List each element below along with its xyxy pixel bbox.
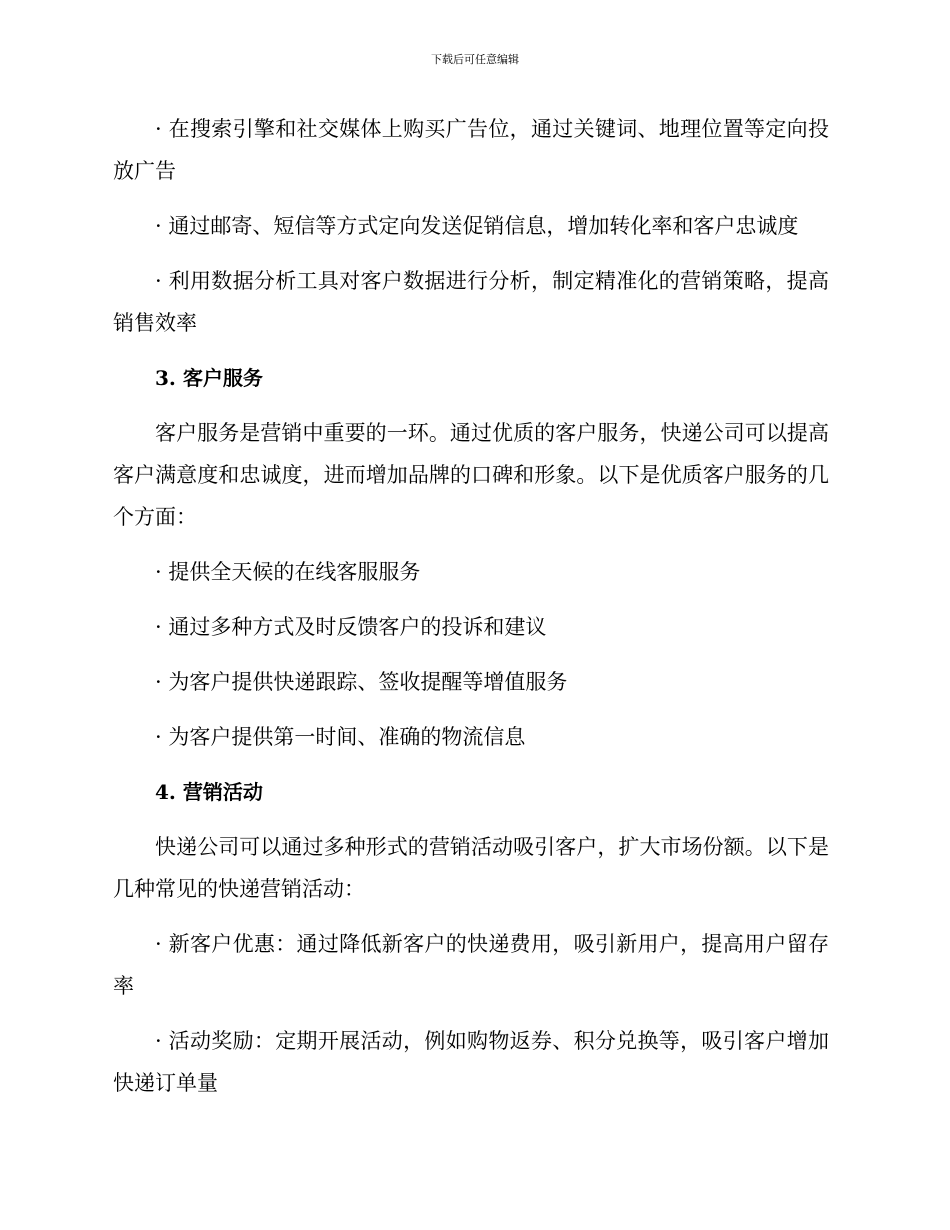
bullet-data-analysis: · 利用数据分析工具对客户数据进行分析，制定精准化的营销策略，提高销售效率 bbox=[113, 269, 829, 335]
page-header-note: 下载后可任意编辑 bbox=[431, 53, 519, 66]
section-heading-customer-service: 3. 客户服务 bbox=[155, 366, 263, 390]
bullet-ad-placement: · 在搜索引擎和社交媒体上购买广告位，通过关键词、地理位置等定向投放广告 bbox=[113, 117, 829, 183]
marketing-activities-intro: 快递公司可以通过多种形式的营销活动吸引客户，扩大市场份额。以下是几种常见的快递营销活动： bbox=[113, 835, 829, 901]
bullet-direct-promotion: · 通过邮寄、短信等方式定向发送促销信息，增加转化率和客户忠诚度 bbox=[155, 214, 799, 238]
customer-service-intro: 客户服务是营销中重要的一环。通过优质的客户服务，快递公司可以提高客户满意度和忠诚度，进而增加品牌的口碑和形象。以下是优质客户服务的几个方面： bbox=[113, 421, 829, 529]
bullet-online-support: · 提供全天候的在线客服服务 bbox=[155, 560, 421, 584]
bullet-value-added-services: · 为客户提供快递跟踪、签收提醒等增值服务 bbox=[155, 670, 568, 694]
section-heading-marketing-activities: 4. 营销活动 bbox=[155, 780, 263, 804]
bullet-activity-rewards: · 活动奖励：定期开展活动，例如购物返券、积分兑换等，吸引客户增加快递订单量 bbox=[113, 1029, 829, 1095]
bullet-feedback: · 通过多种方式及时反馈客户的投诉和建议 bbox=[155, 615, 547, 639]
bullet-new-customer-discount: · 新客户优惠：通过降低新客户的快递费用，吸引新用户，提高用户留存率 bbox=[113, 932, 829, 998]
document-body bbox=[113, 108, 829, 1117]
bullet-logistics-info: · 为客户提供第一时间、准确的物流信息 bbox=[155, 725, 526, 749]
